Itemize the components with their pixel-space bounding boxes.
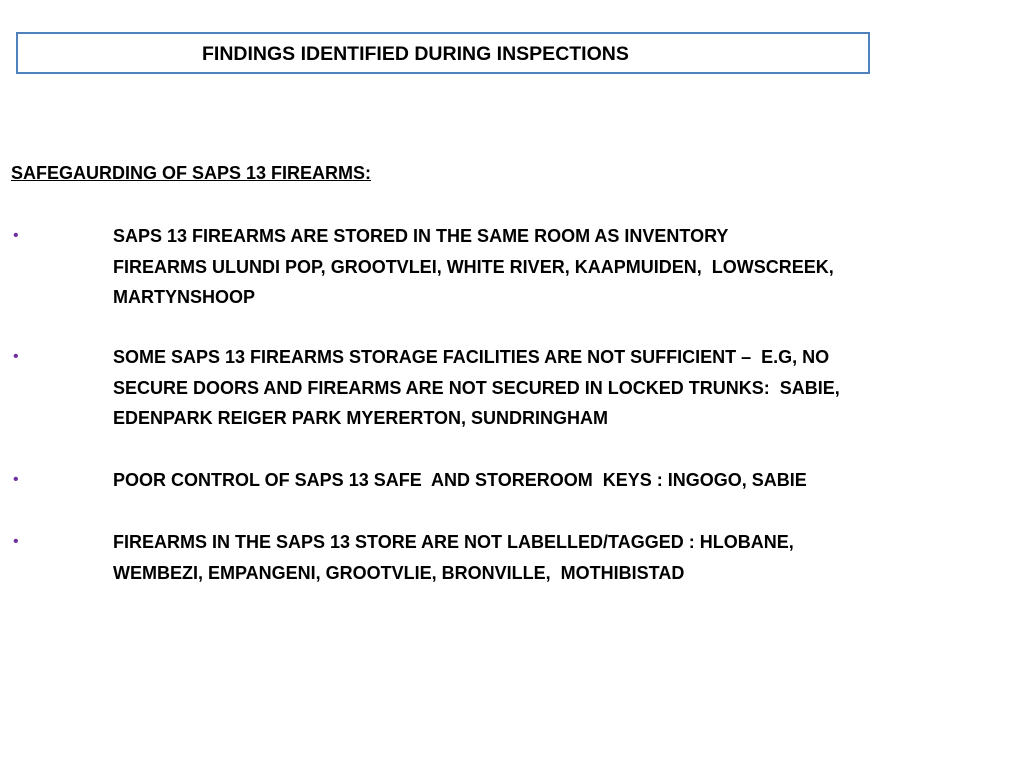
bullet-line: WEMBEZI, EMPANGENI, GROOTVLIE, BRONVILLE, MOTHIBISTAD: [113, 562, 685, 583]
bullet-line: FIREARMS ULUNDI POP, GROOTVLEI, WHITE RIVER, KAAPMUIDEN, LOWSCREEK,: [113, 256, 834, 277]
bullet-line: MARTYNSHOOP: [113, 287, 256, 307]
bullet-line: FIREARMS IN THE SAPS 13 STORE ARE NOT LABELLED/TAGGED : HLOBANE,: [113, 532, 794, 552]
bullet-item-4: [113, 527, 993, 588]
slide-title: FINDINGS IDENTIFIED DURING INSPECTIONS: [202, 43, 629, 65]
bullet-line: SAPS 13 FIREARMS ARE STORED IN THE SAME ROOM AS INVENTORY: [113, 226, 729, 246]
bullet-marker: •: [13, 471, 19, 488]
bullet-marker: •: [13, 533, 19, 550]
bullet-item-3: [113, 465, 993, 496]
section-heading: SAFEGAURDING OF SAPS 13 FIREARMS:: [11, 163, 372, 183]
bullet-line: SECURE DOORS AND FIREARMS ARE NOT SECURED IN LOCKED TRUNKS: SABIE,: [113, 377, 840, 398]
bullet-marker: •: [13, 227, 19, 244]
bullet-marker: •: [13, 348, 19, 365]
title-box: [16, 32, 870, 74]
bullet-item-2: [113, 342, 993, 434]
bullet-line: EDENPARK REIGER PARK MYERERTON, SUNDRINGHAM: [113, 408, 609, 428]
bullet-line: SOME SAPS 13 FIREARMS STORAGE FACILITIES ARE NOT SUFFICIENT – E.G, NO: [113, 347, 830, 367]
bullet-line: POOR CONTROL OF SAPS 13 SAFE AND STOREROOM KEYS : INGOGO, SABIE: [113, 470, 807, 490]
bullet-item-1: [113, 221, 993, 313]
